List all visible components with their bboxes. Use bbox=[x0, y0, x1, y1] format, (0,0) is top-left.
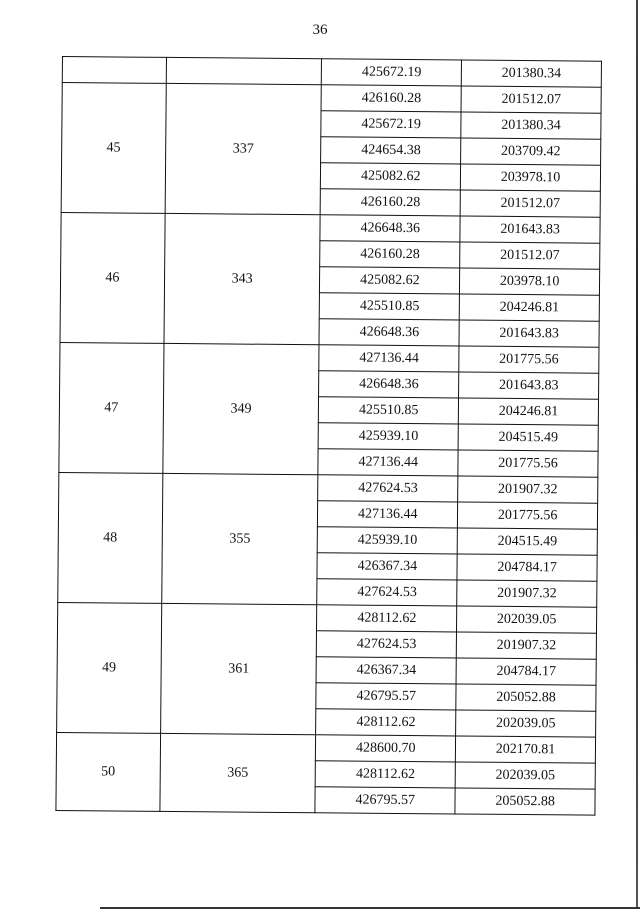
x-coordinate-cell: 425939.10 bbox=[318, 423, 458, 450]
x-coordinate-cell: 427136.44 bbox=[319, 345, 459, 372]
table-row bbox=[56, 732, 595, 763]
x-coordinate-cell: 425082.62 bbox=[320, 267, 460, 294]
group-id-cell: 46 bbox=[60, 212, 165, 343]
x-coordinate-cell: 425510.85 bbox=[320, 293, 460, 320]
scan-edge-line bbox=[636, 0, 638, 909]
y-coordinate-cell: 202170.81 bbox=[456, 736, 596, 763]
y-coordinate-cell: 202039.05 bbox=[457, 606, 597, 633]
x-coordinate-cell: 426160.28 bbox=[320, 241, 460, 268]
x-coordinate-cell: 427136.44 bbox=[318, 449, 458, 476]
x-coordinate-cell: 426367.34 bbox=[317, 553, 457, 580]
x-coordinate-cell: 426795.57 bbox=[315, 787, 455, 814]
x-coordinate-cell: 426795.57 bbox=[316, 683, 456, 710]
group-id-cell: 50 bbox=[56, 732, 160, 811]
y-coordinate-cell: 204246.81 bbox=[458, 398, 598, 425]
x-coordinate-cell: 425510.85 bbox=[319, 397, 459, 424]
table-row bbox=[61, 212, 600, 243]
table-row bbox=[60, 342, 599, 373]
group-value-cell: 337 bbox=[165, 83, 322, 214]
x-coordinate-cell: 426648.36 bbox=[319, 371, 459, 398]
x-coordinate-cell: 428600.70 bbox=[316, 735, 456, 762]
table-row bbox=[62, 83, 601, 114]
group-id-cell: 49 bbox=[57, 602, 162, 733]
table-row bbox=[58, 602, 597, 633]
y-coordinate-cell: 204515.49 bbox=[457, 528, 597, 555]
y-coordinate-cell: 205052.88 bbox=[456, 684, 596, 711]
x-coordinate-cell: 425939.10 bbox=[318, 527, 458, 554]
group-value-cell: 355 bbox=[161, 473, 318, 604]
x-coordinate-cell: 426160.28 bbox=[321, 189, 461, 216]
x-coordinate-cell: 428112.62 bbox=[316, 709, 456, 736]
table-row bbox=[59, 472, 598, 503]
y-coordinate-cell: 205052.88 bbox=[455, 788, 595, 815]
y-coordinate-cell: 203709.42 bbox=[461, 138, 601, 165]
x-coordinate-cell: 428112.62 bbox=[317, 605, 457, 632]
y-coordinate-cell: 201907.32 bbox=[456, 632, 596, 659]
x-coordinate-cell: 424654.38 bbox=[321, 137, 461, 164]
group-id-cell: 45 bbox=[61, 83, 166, 214]
y-coordinate-cell: 201380.34 bbox=[461, 60, 601, 87]
x-coordinate-cell: 426648.36 bbox=[319, 319, 459, 346]
y-coordinate-cell: 201775.56 bbox=[459, 346, 599, 373]
x-coordinate-cell: 428112.62 bbox=[316, 761, 456, 788]
x-coordinate-cell: 427624.53 bbox=[318, 475, 458, 502]
x-coordinate-cell: 427136.44 bbox=[318, 501, 458, 528]
group-id-cell bbox=[62, 57, 166, 84]
x-coordinate-cell: 425672.19 bbox=[321, 111, 461, 138]
y-coordinate-cell: 204784.17 bbox=[456, 658, 596, 685]
group-value-cell bbox=[166, 57, 322, 84]
y-coordinate-cell: 201512.07 bbox=[461, 86, 601, 113]
y-coordinate-cell: 201512.07 bbox=[460, 242, 600, 269]
y-coordinate-cell: 201643.83 bbox=[459, 320, 599, 347]
y-coordinate-cell: 201775.56 bbox=[458, 450, 598, 477]
coordinates-table bbox=[55, 56, 602, 816]
y-coordinate-cell: 203978.10 bbox=[460, 268, 600, 295]
y-coordinate-cell: 201907.32 bbox=[458, 476, 598, 503]
group-value-cell: 349 bbox=[163, 343, 320, 474]
x-coordinate-cell: 425672.19 bbox=[322, 59, 462, 86]
group-value-cell: 361 bbox=[160, 603, 317, 734]
y-coordinate-cell: 201643.83 bbox=[460, 216, 600, 243]
y-coordinate-cell: 202039.05 bbox=[456, 710, 596, 737]
y-coordinate-cell: 204515.49 bbox=[458, 424, 598, 451]
group-id-cell: 47 bbox=[59, 342, 164, 473]
y-coordinate-cell: 201512.07 bbox=[460, 190, 600, 217]
y-coordinate-cell: 204784.17 bbox=[457, 554, 597, 581]
page-number: 36 bbox=[312, 22, 328, 38]
x-coordinate-cell: 427624.53 bbox=[317, 631, 457, 658]
x-coordinate-cell: 426367.34 bbox=[316, 657, 456, 684]
y-coordinate-cell: 202039.05 bbox=[455, 762, 595, 789]
x-coordinate-cell: 425082.62 bbox=[321, 163, 461, 190]
group-value-cell: 343 bbox=[164, 213, 321, 344]
x-coordinate-cell: 427624.53 bbox=[317, 579, 457, 606]
group-value-cell: 365 bbox=[160, 733, 316, 812]
x-coordinate-cell: 426160.28 bbox=[321, 85, 461, 112]
y-coordinate-cell: 204246.81 bbox=[459, 294, 599, 321]
y-coordinate-cell: 203978.10 bbox=[461, 164, 601, 191]
x-coordinate-cell: 426648.36 bbox=[320, 215, 460, 242]
y-coordinate-cell: 201775.56 bbox=[458, 502, 598, 529]
y-coordinate-cell: 201907.32 bbox=[457, 580, 597, 607]
group-id-cell: 48 bbox=[58, 472, 163, 603]
y-coordinate-cell: 201380.34 bbox=[461, 112, 601, 139]
y-coordinate-cell: 201643.83 bbox=[459, 372, 599, 399]
